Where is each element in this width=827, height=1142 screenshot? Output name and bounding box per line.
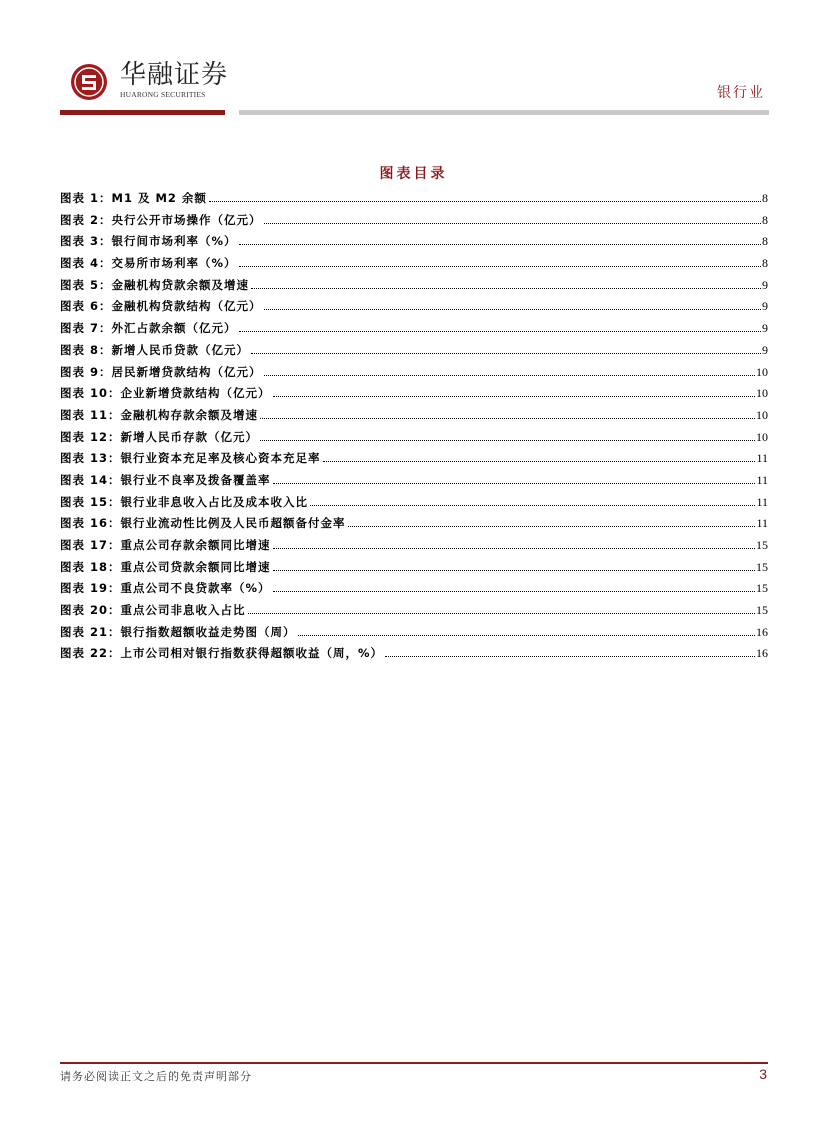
toc-entry[interactable] <box>60 494 768 516</box>
toc-entry-label: 图表 15：银行业非息收入占比及成本收入比 <box>60 494 309 509</box>
toc-dot-leader <box>323 460 756 462</box>
toc-entry-page: 10 <box>756 407 768 422</box>
table-of-figures <box>60 190 768 667</box>
toc-entry[interactable] <box>60 624 768 646</box>
toc-entry-page: 8 <box>762 256 768 271</box>
toc-entry-label: 图表 19：重点公司不良贷款率（%） <box>60 581 271 596</box>
toc-entry-page: 9 <box>762 321 768 336</box>
toc-entry-label: 图表 1：M1 及 M2 余额 <box>60 191 207 205</box>
brand-name-cn: 华融证券 <box>120 60 229 90</box>
toc-entry-label: 图表 6：金融机构贷款结构（亿元） <box>60 299 262 314</box>
toc-entry-label: 图表 16：银行业流动性比例及人民币超额备付金率 <box>60 516 346 531</box>
brand-name-en: HUARONG SECURITIES <box>120 90 206 99</box>
header-divider-bar <box>239 110 769 115</box>
toc-dot-leader <box>248 612 755 614</box>
footer-disclaimer: 请务必阅读正文之后的免责声明部分 <box>60 1070 252 1083</box>
toc-entry[interactable] <box>60 385 768 407</box>
toc-entry-label: 图表 18：重点公司贷款余额同比增速 <box>60 559 271 574</box>
toc-entry-label: 图表 14：银行业不良率及拨备覆盖率 <box>60 472 271 487</box>
toc-dot-leader <box>239 265 761 267</box>
huarong-logo-icon <box>70 63 108 101</box>
toc-entry-label: 图表 17：重点公司存款余额同比增速 <box>60 538 271 552</box>
toc-entry-page: 9 <box>762 342 768 357</box>
toc-dot-leader <box>273 590 755 592</box>
toc-entry-page: 10 <box>756 429 768 444</box>
toc-entry-page: 8 <box>762 212 768 227</box>
toc-entry-page: 11 <box>756 472 768 487</box>
toc-dot-leader <box>273 482 756 484</box>
toc-dot-leader <box>273 547 755 549</box>
toc-entry-label: 图表 5：金融机构贷款余额及增速 <box>60 277 250 292</box>
toc-entry-label: 图表 22：上市公司相对银行指数获得超额收益（周，%） <box>60 646 384 661</box>
toc-dot-leader <box>264 222 761 224</box>
toc-dot-leader <box>385 655 755 657</box>
toc-entry-label: 图表 9：居民新增贷款结构（亿元） <box>60 364 262 379</box>
toc-entry[interactable] <box>60 515 768 537</box>
toc-entry-page: 16 <box>756 646 768 661</box>
toc-entry-label: 图表 12：新增人民币存款（亿元） <box>60 429 259 444</box>
toc-entry[interactable] <box>60 450 768 472</box>
toc-entry-page: 10 <box>756 386 768 401</box>
toc-entry[interactable] <box>60 559 768 581</box>
toc-dot-leader <box>239 330 761 332</box>
toc-entry-label: 图表 8：新增人民币贷款（亿元） <box>60 342 250 357</box>
toc-title: 图表目录 <box>379 166 448 182</box>
toc-entry-label: 图表 4：交易所市场利率（%） <box>60 256 237 271</box>
toc-entry[interactable] <box>60 255 768 277</box>
toc-entry[interactable] <box>60 277 768 299</box>
toc-entry-label: 图表 3：银行间市场利率（%） <box>60 234 237 249</box>
toc-entry-page: 10 <box>756 364 768 379</box>
toc-entry[interactable] <box>60 429 768 451</box>
toc-dot-leader <box>239 243 761 245</box>
toc-entry-page: 9 <box>762 299 768 314</box>
toc-entry-page: 8 <box>762 191 768 205</box>
page-header <box>0 0 827 120</box>
toc-dot-leader <box>260 439 755 441</box>
toc-dot-leader <box>251 287 761 289</box>
toc-entry-label: 图表 11：金融机构存款余额及增速 <box>60 407 259 422</box>
toc-entry-label: 图表 2：央行公开市场操作（亿元） <box>60 212 262 227</box>
industry-label: 银行业 <box>717 85 765 101</box>
toc-entry[interactable] <box>60 320 768 342</box>
toc-entry[interactable] <box>60 364 768 386</box>
toc-entry-page: 15 <box>756 581 768 596</box>
toc-dot-leader <box>264 374 755 376</box>
toc-entry[interactable] <box>60 407 768 429</box>
toc-entry-page: 16 <box>756 624 768 639</box>
toc-entry[interactable] <box>60 212 768 234</box>
toc-entry-page: 15 <box>756 538 768 552</box>
footer-divider <box>60 1062 768 1064</box>
toc-entry[interactable] <box>60 342 768 364</box>
toc-entry-page: 8 <box>762 234 768 249</box>
page-number: 3 <box>759 1066 767 1082</box>
toc-dot-leader <box>209 200 761 202</box>
toc-entry-label: 图表 7：外汇占款余额（亿元） <box>60 321 237 336</box>
toc-entry-page: 15 <box>756 603 768 618</box>
toc-dot-leader <box>298 634 755 636</box>
toc-entry[interactable] <box>60 298 768 320</box>
toc-entry-label: 图表 21：银行指数超额收益走势图（周） <box>60 624 296 639</box>
toc-entry-page: 11 <box>756 516 768 531</box>
header-accent-bar <box>60 110 225 115</box>
toc-entry-page: 11 <box>756 451 768 466</box>
toc-dot-leader <box>348 525 756 527</box>
toc-entry-label: 图表 13：银行业资本充足率及核心资本充足率 <box>60 451 321 466</box>
toc-entry[interactable] <box>60 190 768 212</box>
toc-entry[interactable] <box>60 537 768 559</box>
toc-entry-page: 11 <box>756 494 768 509</box>
toc-entry[interactable] <box>60 645 768 667</box>
toc-entry-label: 图表 20：重点公司非息收入占比 <box>60 603 246 618</box>
toc-entry-page: 9 <box>762 277 768 292</box>
toc-dot-leader <box>260 417 755 419</box>
toc-dot-leader <box>310 504 755 506</box>
toc-dot-leader <box>264 308 761 310</box>
toc-entry[interactable] <box>60 472 768 494</box>
toc-entry[interactable] <box>60 602 768 624</box>
toc-dot-leader <box>273 395 755 397</box>
toc-dot-leader <box>251 352 761 354</box>
toc-dot-leader <box>273 569 755 571</box>
toc-entry[interactable] <box>60 580 768 602</box>
toc-entry-page: 15 <box>756 559 768 574</box>
toc-entry-label: 图表 10：企业新增贷款结构（亿元） <box>60 386 271 401</box>
toc-entry[interactable] <box>60 233 768 255</box>
